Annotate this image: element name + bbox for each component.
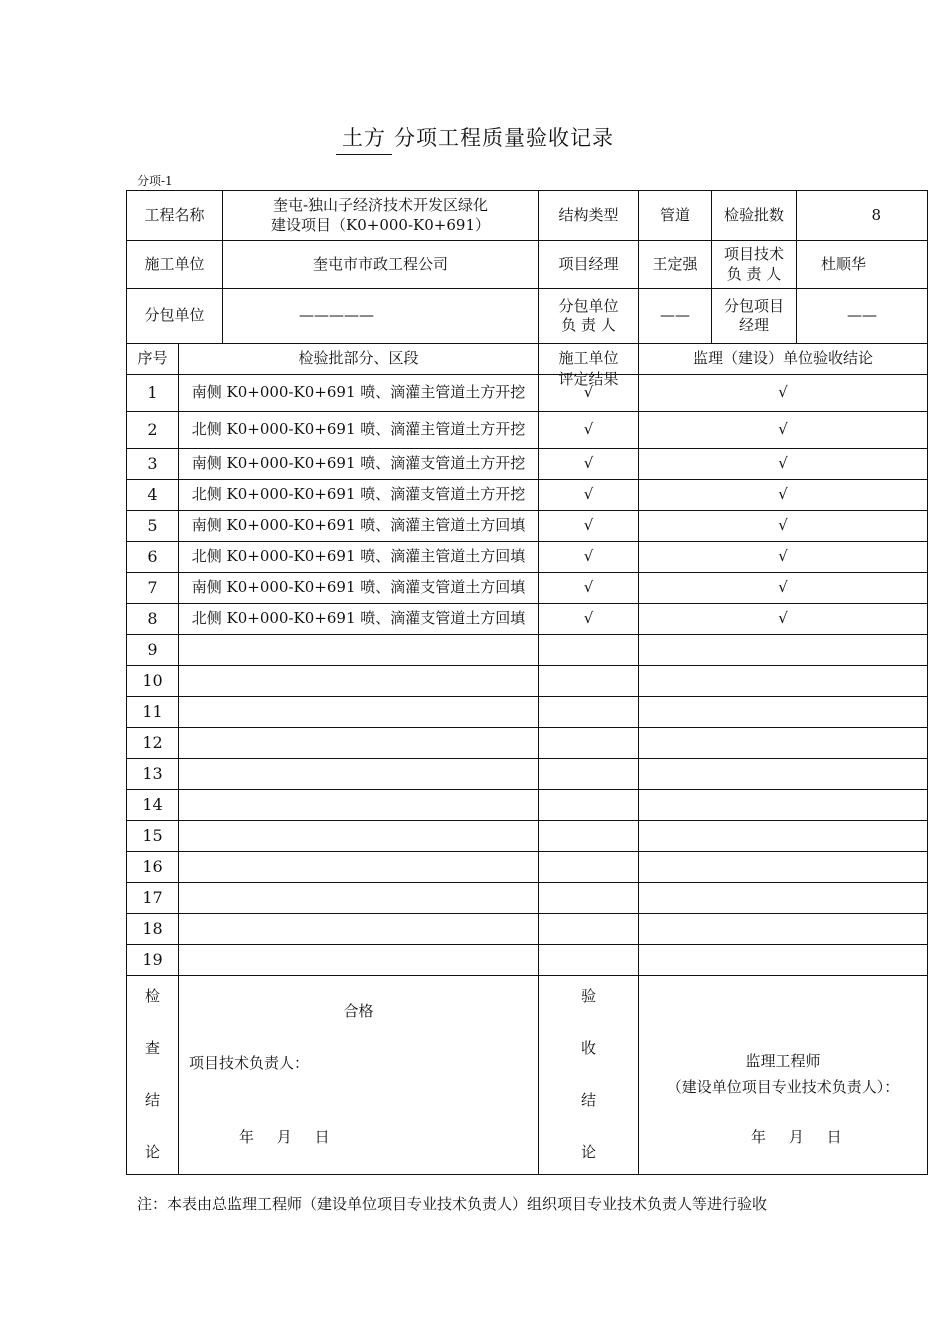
row-contractor-eval: √ (539, 573, 639, 604)
row-contractor-eval (539, 697, 639, 728)
row-number: 12 (127, 728, 179, 759)
inspection-result: 合格 (343, 1002, 374, 1020)
row-section: 南侧 K0+000-K0+691 喷、滴灌支管道土方回填 (179, 573, 539, 604)
project-name-value (223, 191, 539, 241)
acceptance-date-month: 月 (788, 1128, 804, 1146)
page-title (0, 122, 950, 155)
acceptance-label-char: 收 (581, 1039, 597, 1058)
row-number: 7 (127, 573, 179, 604)
project-manager-value: 王定强 (639, 241, 712, 289)
sub-lead-label-line1: 分包单位 (558, 296, 619, 315)
row-section (179, 666, 539, 697)
row-supervisor-conclusion: √ (639, 604, 928, 635)
row-contractor-eval: √ (539, 511, 639, 542)
inspection-conclusion-body (179, 976, 539, 1175)
table-row (127, 821, 928, 852)
title-subitem-name: 土方 (336, 122, 392, 155)
row-number: 4 (127, 480, 179, 511)
row-supervisor-conclusion (639, 728, 928, 759)
header-row-subcontractor (127, 289, 928, 344)
row-number: 8 (127, 604, 179, 635)
table-row (127, 412, 928, 449)
acceptance-label-char: 验 (581, 987, 597, 1005)
row-section: 北侧 K0+000-K0+691 喷、滴灌支管道土方回填 (179, 604, 539, 635)
sub-lead-label-line2: 负 责 人 (561, 316, 616, 334)
acceptance-signer-line2: （建设单位项目专业技术负责人）： (666, 1078, 900, 1096)
sub-lead-label (539, 289, 639, 344)
table-row (127, 511, 928, 542)
row-number: 18 (127, 914, 179, 945)
row-supervisor-conclusion (639, 697, 928, 728)
row-contractor-eval (539, 945, 639, 976)
row-section (179, 790, 539, 821)
table-row (127, 449, 928, 480)
acceptance-conclusion-body (639, 976, 928, 1175)
row-section (179, 728, 539, 759)
row-number: 14 (127, 790, 179, 821)
row-number: 1 (127, 375, 179, 412)
row-section (179, 821, 539, 852)
col-header-no: 序号 (127, 344, 179, 375)
row-section (179, 852, 539, 883)
acceptance-label-char: 结 (581, 1091, 597, 1110)
project-name-line1: 奎屯-独山子经济技术开发区绿化 (272, 196, 489, 214)
row-contractor-eval (539, 914, 639, 945)
row-contractor-eval (539, 666, 639, 697)
row-section: 北侧 K0+000-K0+691 喷、滴灌主管道土方回填 (179, 542, 539, 573)
header-row-contractor (127, 241, 928, 289)
title-text: 分项工程质量验收记录 (394, 126, 614, 150)
row-number: 10 (127, 666, 179, 697)
row-supervisor-conclusion (639, 914, 928, 945)
header-row-project (127, 191, 928, 241)
table-row (127, 573, 928, 604)
row-contractor-eval (539, 728, 639, 759)
row-contractor-eval: √ (539, 412, 639, 449)
row-supervisor-conclusion (639, 821, 928, 852)
acceptance-date-year: 年 (751, 1128, 767, 1146)
row-contractor-eval: √ (539, 542, 639, 573)
inspection-date-month: 月 (276, 1128, 292, 1146)
row-contractor-eval (539, 852, 639, 883)
tech-lead-label-line2: 负 责 人 (726, 264, 782, 283)
row-number: 13 (127, 759, 179, 790)
sub-pm-label-line2: 经理 (739, 316, 770, 334)
row-supervisor-conclusion (639, 883, 928, 914)
row-number: 3 (127, 449, 179, 480)
row-contractor-eval (539, 821, 639, 852)
batch-count-value: 8 (797, 191, 928, 241)
row-number: 2 (127, 412, 179, 449)
table-row (127, 728, 928, 759)
inspection-label-char: 结 (144, 1091, 160, 1110)
acceptance-record-table (126, 190, 928, 1175)
contractor-label: 施工单位 (127, 241, 223, 289)
row-contractor-eval (539, 759, 639, 790)
sub-pm-label-line1: 分包项目 (724, 296, 785, 315)
row-contractor-eval (539, 790, 639, 821)
row-contractor-eval (539, 635, 639, 666)
row-section: 南侧 K0+000-K0+691 喷、滴灌支管道土方开挖 (179, 449, 539, 480)
col-header-supervisor-conclusion: 监理（建设）单位验收结论 (639, 344, 928, 375)
inspection-label-char: 查 (144, 1039, 160, 1058)
row-section: 南侧 K0+000-K0+691 喷、滴灌主管道土方开挖 (179, 375, 539, 412)
inspection-signer-label: 项目技术负责人： (189, 1054, 310, 1072)
row-number: 19 (127, 945, 179, 976)
row-section (179, 635, 539, 666)
sub-lead-value: —— (639, 289, 712, 344)
row-number: 9 (127, 635, 179, 666)
form-code: 分项-1 (137, 174, 173, 188)
tech-lead-label-line1: 项目技术 (724, 245, 785, 263)
row-number: 16 (127, 852, 179, 883)
subcontractor-label: 分包单位 (127, 289, 223, 344)
row-supervisor-conclusion (639, 759, 928, 790)
sub-pm-label (712, 289, 797, 344)
table-row (127, 759, 928, 790)
col-header-contractor-eval (539, 344, 639, 388)
project-name-label: 工程名称 (127, 191, 223, 241)
table-row (127, 480, 928, 511)
row-supervisor-conclusion: √ (639, 412, 928, 449)
table-row (127, 790, 928, 821)
col-header-section: 检验批部分、区段 (179, 344, 539, 375)
row-section: 北侧 K0+000-K0+691 喷、滴灌支管道土方开挖 (179, 480, 539, 511)
row-supervisor-conclusion: √ (639, 542, 928, 573)
row-section: 北侧 K0+000-K0+691 喷、滴灌主管道土方开挖 (179, 412, 539, 449)
inspection-label-char: 检 (144, 987, 160, 1005)
tech-lead-label (712, 241, 797, 289)
row-supervisor-conclusion (639, 945, 928, 976)
row-number: 15 (127, 821, 179, 852)
row-contractor-eval: √ (539, 480, 639, 511)
table-row (127, 375, 928, 412)
table-row (127, 945, 928, 976)
tech-lead-value: 杜顺华 (797, 241, 928, 289)
row-section (179, 697, 539, 728)
table-row (127, 852, 928, 883)
table-row (127, 604, 928, 635)
row-number: 5 (127, 511, 179, 542)
structure-type-label: 结构类型 (539, 191, 639, 241)
row-supervisor-conclusion: √ (639, 449, 928, 480)
row-supervisor-conclusion: √ (639, 511, 928, 542)
row-contractor-eval (539, 883, 639, 914)
row-section (179, 945, 539, 976)
acceptance-conclusion-label (539, 976, 639, 1175)
contractor-value: 奎屯市市政工程公司 (223, 241, 539, 289)
col-header-contractor-eval-line2: 评定结果 (558, 370, 619, 388)
acceptance-label-char: 论 (581, 1143, 597, 1162)
row-contractor-eval: √ (539, 604, 639, 635)
acceptance-date-day: 日 (826, 1128, 842, 1146)
row-supervisor-conclusion (639, 790, 928, 821)
row-supervisor-conclusion (639, 635, 928, 666)
row-contractor-eval: √ (539, 449, 639, 480)
row-number: 6 (127, 542, 179, 573)
inspection-date (239, 1128, 348, 1148)
table-row (127, 666, 928, 697)
row-supervisor-conclusion: √ (639, 480, 928, 511)
sub-pm-value: —— (797, 289, 928, 344)
inspection-date-year: 年 (239, 1128, 255, 1146)
acceptance-signer-line1: 监理工程师 (745, 1052, 821, 1070)
table-row (127, 542, 928, 573)
inspection-date-day: 日 (314, 1128, 330, 1146)
row-section (179, 914, 539, 945)
table-row (127, 635, 928, 666)
row-section: 南侧 K0+000-K0+691 喷、滴灌主管道土方回填 (179, 511, 539, 542)
table-row (127, 914, 928, 945)
project-manager-label: 项目经理 (539, 241, 639, 289)
batch-count-label: 检验批数 (712, 191, 797, 241)
structure-type-value: 管道 (639, 191, 712, 241)
row-supervisor-conclusion: √ (639, 375, 928, 412)
acceptance-date (751, 1128, 860, 1148)
column-header-row (127, 344, 928, 375)
footnote: 注：本表由总监理工程师（建设单位项目专业技术负责人）组织项目专业技术负责人等进行验收 (137, 1195, 768, 1213)
row-contractor-eval: √ (539, 375, 639, 412)
project-name-line2: 建设项目（K0+000-K0+691） (271, 215, 490, 234)
row-number: 17 (127, 883, 179, 914)
table-row (127, 697, 928, 728)
row-section (179, 883, 539, 914)
row-number: 11 (127, 697, 179, 728)
row-section (179, 759, 539, 790)
subcontractor-value: ————— (223, 289, 539, 344)
table-row (127, 883, 928, 914)
inspection-rows (127, 375, 928, 976)
conclusion-row (127, 976, 928, 1175)
col-header-contractor-eval-line1: 施工单位 (558, 349, 619, 368)
row-supervisor-conclusion: √ (639, 573, 928, 604)
row-supervisor-conclusion (639, 666, 928, 697)
inspection-label-char: 论 (144, 1143, 160, 1162)
row-supervisor-conclusion (639, 852, 928, 883)
inspection-conclusion-label (127, 976, 179, 1175)
